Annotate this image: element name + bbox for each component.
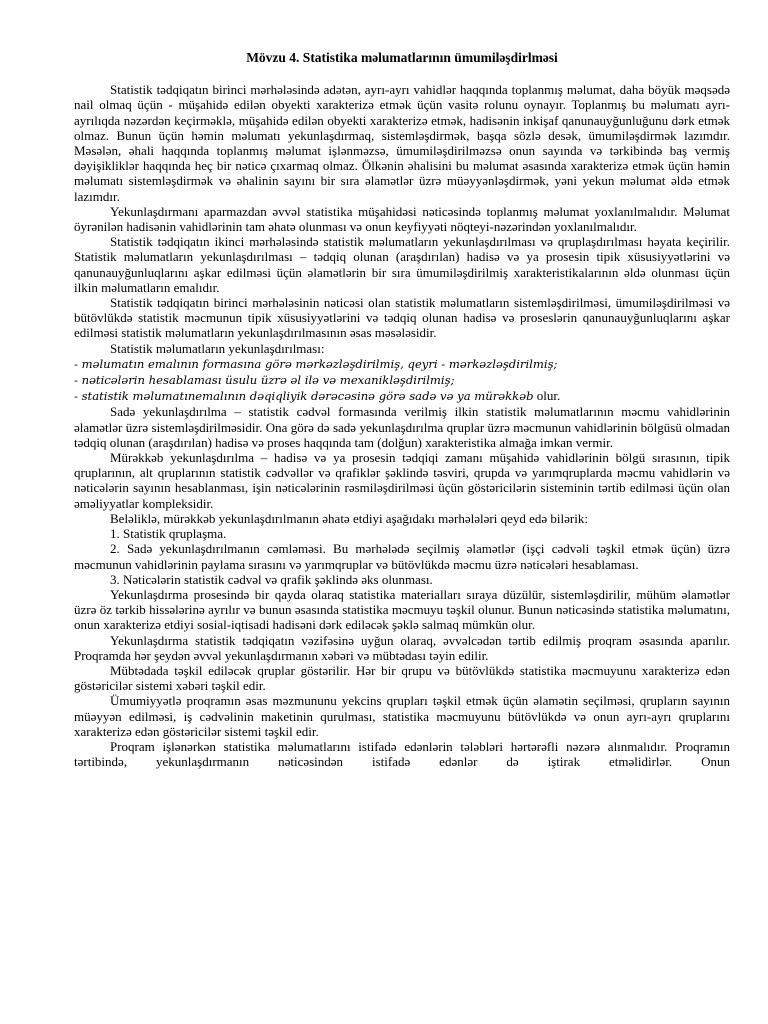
paragraph-process: Yekunlaşdırma prosesində bir qayda olaraq statistika materialları sıraya düzülür, sistemləşdirilir, mühüm əlamətlər üzrə öz tərkib hissələrinə ayrılır və bunun əsasında statistika məcmuyu təşkil olunur. Bunun nəticəsində statistika məlumatını, onun xarakterizə etdiyi sosial-iqtisadi hadisəni dərk ediləcək şəklə salmaq mümkün olur. bbox=[74, 586, 730, 633]
list-item-text: - statistik məlumatınemalının dəqiqliyik dərəcəsinə görə sadə və ya mürəkkəb bbox=[74, 389, 534, 404]
list-item-tail: olur. bbox=[533, 388, 561, 404]
paragraph-stage-3: 3. Nəticələrin statistik cədvəl və qrafik şəklində əks olunması. bbox=[110, 571, 433, 587]
paragraph-program-users: Proqram işlənərkən statistika məlumatlarını istifadə edənlərin tələbləri hərtərəfli nəzərə alınmalıdır. Proqramın tərtibində, yekunlaşdırmanın nəticəsindən istifadə edənlər də iştirak etməlidirlər. Onun bbox=[74, 738, 730, 770]
list-item-text: - məlumatın emalının formasına görə mərkəzləşdirilmiş, qeyri - mərkəzləşdirilmiş; bbox=[74, 356, 558, 371]
paragraph-second-stage: Statistik tədqiqatın ikinci mərhələsində statistik məlumatların yekunlaşdırılması və qruplaşdırılması həyata keçirilir. Statistik məlumatların yekunlaşdırılması – tədqiq olunan (araşdırılan) hadisə və ya prosesin tipik xüsusiyyətlərini və qanunauyğunluqlarını aşkar edilməsi üçün əlamətlərin bir sıra ümumiləşdirilmiş xarakteristikalarının əldə olunması üçün ilkin məlumatların emalıdır. bbox=[74, 234, 730, 295]
paragraph-simple-summary: Sadə yekunlaşdırılma – statistik cədvəl formasında verilmiş ilkin statistik məlumatlarının məcmu vahidlərinin əlamətlər üzrə sistemləşdirilməsidir. Ona görə də sadə yekunlaşdırılma qruplar üzrə məcmunun vahidlərinin bölgüsü olmadan tədqiq olunan (araşdırılan) hadisə və proses haqqında tam (dolğun) xarakteristika almağa imkan vermir. bbox=[74, 404, 730, 450]
paragraph-intro: Statistik tədqiqatın birinci mərhələsində adətən, ayrı-ayrı vahidlər haqqında toplanmış məlumat, daha böyük məqsədə nail olmaq üçün - müşahidə edilən obyekti xarakterizə etmək üçün vasitə rolunu oynayır. Toplanmış bu məlumatı ayrı-ayrılıqda nəzərdən keçirməklə, müşahidə edilən obyekti xarakterizə etmək, hadisənin inkişaf qanunauyğunluğunu dərk etmək olmaz. Bunun üçün həmin məlumatı yekunlaşdırmaq, sistemləşdirmək, başqa sözlə desək, ümumiləşdirmək lazımdır. Məsələn, əhali haqqında toplanmış məlumat işlənməzsə, ümumiləşdirilməzsə onun sayında və tərkibində baş vermiş dəyişikliklər haqqında heç bir nəticə çıxarmaq olmaz. Ölkənin əhalisini bu məlumat əsasında xarakterizə etmək üçün həmin məlumatı sistemləşdirmək və əhalinin sayını bir sıra əlamətlər üzrə müəyyənləşdirmək, yəni yekun məlumat əldə etmək lazımdır. bbox=[74, 82, 730, 204]
paragraph-list-intro: Statistik məlumatların yekunlaşdırılması: bbox=[110, 340, 325, 356]
paragraph-main-task: Statistik tədqiqatın birinci mərhələsinin nəticəsi olan statistik məlumatların sistemləşdirilməsi, ümumiləşdirilməsi və bütövlükdə statistik məcmunun tipik xüsusiyyətlərini və tədqiq olunan hadisə və proseslərin qanunauyğunluqlarını aşkar edilməsi statistik məlumatların yekunlaşdırılmasının əsas məsələsidir. bbox=[74, 295, 730, 341]
paragraph-complex-summary: Mürəkkəb yekunlaşdırılma – hadisə və ya prosesin tədqiqi zamanı müşahidə vahidlərinin bölgü sırasının, tipik qruplarının, alt qruplarının statistik cədvəllər və qrafiklər şəklində təsviri, qrupda və yarımqruplarda məcmu vahidlərin və nəticələrin sayının hesablanması, işin nəticələrinin rəsmiləşdirilməsi üçün göstəricilərin sisteminin tərtib edilməsi üçün olan əməliyyatlar kompleksidir. bbox=[74, 450, 730, 511]
paragraph-stages-intro: Beləliklə, mürəkkəb yekunlaşdırılmanın əhatə etdiyi aşağıdakı mərhələləri qeyd edə bilərik: bbox=[110, 510, 588, 526]
paragraph-verification: Yekunlaşdırmanı aparmazdan əvvəl statistika müşahidəsi nəticəsində toplanmış məlumat yoxlanılmalıdır. Məlumat öyrənilən hadisənin vahidlərinin tam əhatə olunması və onun keyfiyyəti nöqteyi-nəzərindən yoxlanılmalıdır. bbox=[74, 203, 730, 235]
paragraph-program-content: Ümumiyyətlə proqramın əsas məzmununu yekcins qrupları təşkil etmək üçün əlamətin seçilməsi, qrupların sayının müəyyən edilməsi, iş cədvəlinin maketinin qurulması, statistika məcmuyunu bütövlükdə və onun ayrı-ayrı qruplarını xarakterizə edən göstəricilər sistemi təşkil edir. bbox=[74, 693, 730, 739]
list-item bbox=[74, 388, 730, 404]
paragraph-subject: Mübtədada təşkil ediləcək qruplar göstərilir. Hər bir qrupu və bütövlükdə statistika məcmuyunu xarakterizə edən göstəricilər sistemi xəbəri təşkil edir. bbox=[74, 662, 730, 694]
list-item bbox=[74, 356, 730, 372]
list-item-text: - nəticələrin hesablaması üsulu üzrə əl ilə və mexanikləşdirilmiş; bbox=[74, 373, 455, 388]
list-item bbox=[74, 372, 730, 388]
document-title: Mövzu 4. Statistika məlumatlarının ümumiləşdirlməsi bbox=[246, 50, 558, 65]
paragraph-program: Yekunlaşdırma statistik tədqiqatın vəzifəsinə uyğun olaraq, əvvəlcədən tərtib edilmiş proqram əsasında aparılır. Proqramda hər şeydən əvvəl yekunlaşdırmanın xəbəri və mübtədası təyin edilir. bbox=[74, 632, 730, 663]
paragraph-stage-2: 2. Sadə yekunlaşdırılmanın cəmləməsi. Bu mərhələdə seçilmiş əlamətlər (işçi cədvəli təşkil etmək üçün) üzrə məcmunun vahidlərinin paylama sırasını və yarımqruplar və bütövlükdə məcmu üzrə nəticələri hesablaması. bbox=[74, 541, 730, 572]
paragraph-stage-1: 1. Statistik qruplaşma. bbox=[110, 526, 227, 542]
document-page bbox=[74, 50, 730, 769]
